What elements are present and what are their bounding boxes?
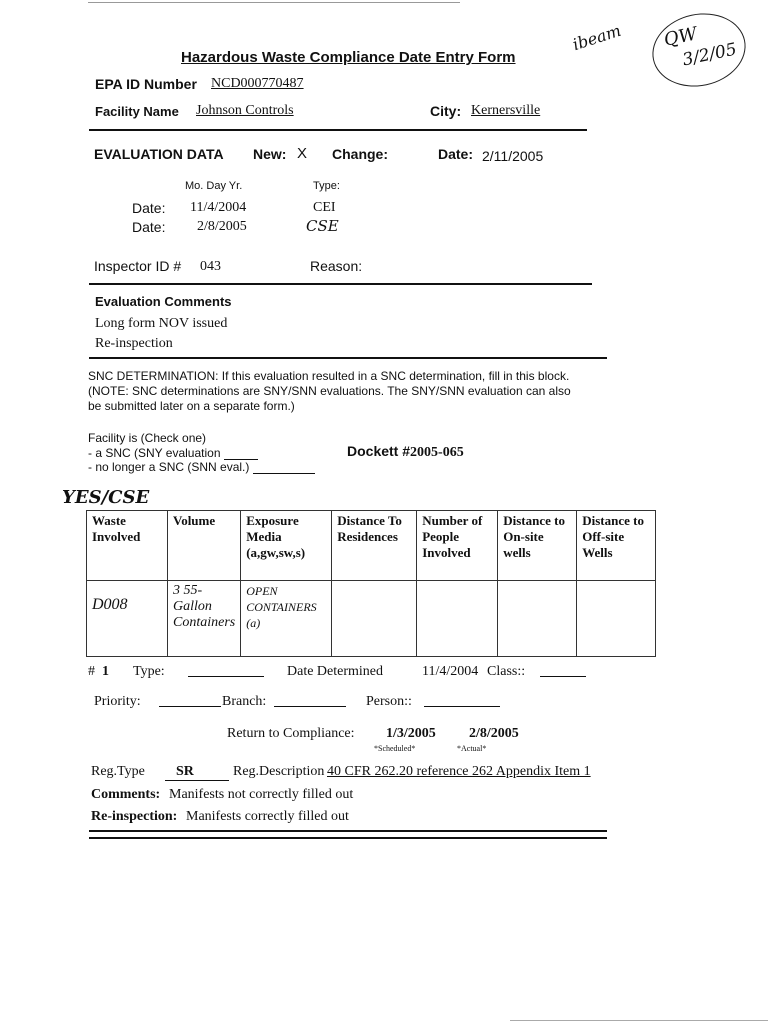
city-label: City: <box>430 103 462 119</box>
violation-number-label: # <box>88 664 95 679</box>
snc-line-3: be submitted later on a separate form.) <box>88 399 295 413</box>
branch-label: Branch: <box>222 694 267 709</box>
facility-label: Facility Name <box>95 104 179 119</box>
col-exposure-media: Exposure Media (a,gw,sw,s) <box>241 511 332 581</box>
snc-option-2-blank[interactable] <box>253 473 315 474</box>
cell-exposure[interactable]: OPEN CONTAINERS (a) <box>241 581 332 657</box>
class-blank[interactable] <box>540 676 586 677</box>
date-determined-label: Date Determined <box>287 664 384 679</box>
comments-heading: Evaluation Comments <box>95 294 232 309</box>
bottom-edge-line <box>510 1020 768 1021</box>
handwritten-yes-cse: YES/CSE <box>62 487 150 508</box>
epa-label: EPA ID Number <box>95 76 197 92</box>
person-blank[interactable] <box>424 706 500 707</box>
violation-number-value: 1 <box>102 664 109 679</box>
snc-option-2-text: - no longer a SNC (SNN eval.) <box>88 460 250 474</box>
rtc-actual: 2/8/2005 <box>469 726 519 741</box>
divider <box>89 129 587 131</box>
date-value: 2/11/2005 <box>482 148 544 164</box>
docket <box>347 443 464 461</box>
initials-text: QW <box>662 23 699 51</box>
facility-value: Johnson Controls <box>196 103 294 118</box>
person-label: Person:: <box>366 694 412 709</box>
col-waste-involved: Waste Involved <box>87 511 168 581</box>
branch-blank[interactable] <box>274 706 346 707</box>
mdy-label: Mo. Day Yr. <box>185 180 243 192</box>
table-header-row <box>87 511 656 581</box>
cell-volume[interactable]: 3 55-Gallon Containers <box>168 581 241 657</box>
comment-line-1: Long form NOV issued <box>95 316 228 331</box>
docket-value: 2005-065 <box>410 445 464 460</box>
divider <box>89 357 607 359</box>
cell-distance-offsite[interactable] <box>577 581 656 657</box>
waste-table <box>86 510 656 657</box>
initials-stamp <box>646 5 753 95</box>
cell-distance-onsite[interactable] <box>498 581 577 657</box>
date-row1-value: 11/4/2004 <box>190 200 247 215</box>
comment-line-2: Re-inspection <box>95 336 173 351</box>
divider <box>89 283 592 285</box>
docket-label: Dockett # <box>347 443 411 459</box>
regdesc-label: Reg.Description <box>233 764 325 779</box>
evaluation-heading: EVALUATION DATA <box>94 146 224 162</box>
col-distance-residences: Distance To Residences <box>332 511 417 581</box>
date-row2-label: Date: <box>132 219 166 235</box>
date-row2-value: 2/8/2005 <box>197 219 247 234</box>
check-label: Facility is (Check one) <box>88 431 207 445</box>
scheduled-note: *Scheduled* <box>374 744 416 753</box>
type-row2-handwritten: CSE <box>306 217 339 235</box>
inspector-value: 043 <box>200 259 221 274</box>
col-number-people: Number of People Involved <box>417 511 498 581</box>
actual-note: *Actual* <box>457 744 487 753</box>
regtype-label: Reg.Type <box>91 764 145 779</box>
handwritten-note: ibeam <box>570 20 624 55</box>
violation-type-label: Type: <box>133 664 165 679</box>
col-distance-offsite: Distance to Off-site Wells <box>577 511 656 581</box>
snc-option-1-text: - a SNC (SNY evaluation <box>88 446 221 460</box>
snc-option-1 <box>88 446 258 460</box>
top-edge-line <box>88 2 460 3</box>
violation-type-blank[interactable] <box>188 676 264 677</box>
comments-label: Comments: <box>91 787 161 802</box>
priority-label: Priority: <box>94 694 141 709</box>
table-row <box>87 581 656 657</box>
page-title: Hazardous Waste Compliance Date Entry Form <box>181 49 516 66</box>
divider <box>89 837 607 839</box>
type-row1-value: CEI <box>313 200 336 215</box>
date-determined-value: 11/4/2004 <box>422 664 479 679</box>
reinspection-label: Re-inspection: <box>91 809 178 824</box>
cell-distance-residences[interactable] <box>332 581 417 657</box>
regdesc-value: 40 CFR 262.20 reference 262 Appendix Item 1 <box>327 764 591 779</box>
regtype-value: SR <box>165 764 229 781</box>
priority-blank[interactable] <box>159 706 221 707</box>
snc-option-2 <box>88 460 315 474</box>
cell-waste[interactable]: D008 <box>87 581 168 657</box>
date-row1-label: Date: <box>132 200 166 216</box>
rtc-scheduled: 1/3/2005 <box>386 726 436 741</box>
snc-line-1: SNC DETERMINATION: If this evaluation resulted in a SNC determination, fill in this block. <box>88 369 570 383</box>
col-distance-onsite: Distance to On-site wells <box>498 511 577 581</box>
cell-number-people[interactable] <box>417 581 498 657</box>
city-value: Kernersville <box>471 103 541 118</box>
comments-value: Manifests not correctly filled out <box>169 787 354 802</box>
divider <box>89 830 607 832</box>
class-label: Class:: <box>487 664 526 679</box>
change-label: Change: <box>332 146 388 162</box>
snc-line-2: (NOTE: SNC determinations are SNY/SNN evaluations. The SNY/SNN evaluation can also <box>88 384 571 398</box>
type-label: Type: <box>313 180 340 192</box>
initials-date: 3/2/05 <box>680 39 739 71</box>
rtc-label: Return to Compliance: <box>227 726 355 741</box>
reinspection-value: Manifests correctly filled out <box>186 809 349 824</box>
date-label: Date: <box>438 146 474 162</box>
new-label: New: <box>253 146 287 162</box>
epa-value: NCD000770487 <box>211 76 304 91</box>
violation-number <box>88 664 109 680</box>
reason-label: Reason: <box>310 258 363 274</box>
inspector-label: Inspector ID # <box>94 258 182 274</box>
new-value: X <box>297 145 308 162</box>
col-volume: Volume <box>168 511 241 581</box>
